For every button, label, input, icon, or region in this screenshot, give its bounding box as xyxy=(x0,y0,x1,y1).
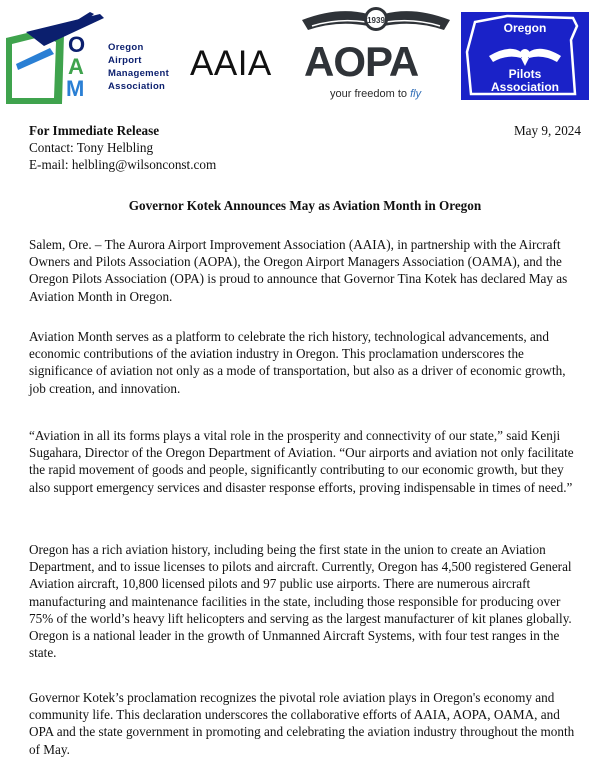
release-date: May 9, 2024 xyxy=(513,123,581,138)
paragraph-purpose: Aviation Month serves as a platform to celebrate the rich history, technological advancements, and economic contributions of the aviation industry in Oregon. This proclamation underscores the significance of aviation not only as a mode of transportation, but also as a driver of economic growth, job creation, and innovation. xyxy=(29,329,566,396)
release-header xyxy=(29,122,581,174)
opa-line: Association xyxy=(490,80,559,94)
oama-line: Oregon xyxy=(108,42,144,53)
body-paragraph xyxy=(29,328,581,397)
aopa-tagline-text: your freedom to xyxy=(330,88,411,100)
email-line: E-mail: helbling@wilsonconst.com xyxy=(29,157,217,173)
body-paragraph xyxy=(29,689,581,758)
aopa-wordmark: AOPA xyxy=(304,38,419,85)
contact-line: Contact: Tony Helbling xyxy=(29,140,154,156)
release-label: For Immediate Release xyxy=(29,123,160,138)
oama-wordmark xyxy=(108,41,169,93)
aaia-wordmark: AAIA xyxy=(190,44,272,83)
oama-line: Airport xyxy=(108,55,142,66)
paragraph-closing: Governor Kotek’s proclamation recognizes the pivotal role aviation plays in Oregon's economy and community life. This declaration underscores the collaborative efforts of AAIA, AOPA, OAMA, and OPA and the state government in promoting and celebrating the aviation industry throughout the month of May. xyxy=(29,690,575,757)
opa-line: Pilots xyxy=(508,67,542,81)
paragraph-history: Oregon has a rich aviation history, including being the first state in the union to create an Aviation Department, and to issue licenses to pilots and aircraft. Currently, Oregon has 4,500 registered General Aviation aircraft, 10,800 licensed pilots and 97 public use airports. There are numerous aircraft manufacturing and maintenance facilities in the state, including those responsible for producing over 75% of the world’s heavy lift helicopters and serving as the largest manufacturer of kit planes globally. Oregon is a national leader in the growth of Unmanned Aircraft Systems, with four test ranges in the state. xyxy=(29,542,572,661)
opa-logo xyxy=(461,12,589,100)
body-paragraph xyxy=(29,541,581,661)
svg-text:M: M xyxy=(66,76,85,101)
body-paragraph xyxy=(29,236,581,305)
body-paragraph xyxy=(29,427,581,496)
aopa-badge-year: 1939 xyxy=(367,16,385,25)
press-release-title: Governor Kotek Announces May as Aviation Month in Oregon xyxy=(128,198,482,213)
oama-emblem xyxy=(4,8,108,108)
aaia-logo xyxy=(190,42,286,86)
oama-logo xyxy=(4,8,182,108)
opa-wordmark xyxy=(461,68,589,94)
aopa-logo xyxy=(298,4,454,108)
paragraph-intro: Salem, Ore. – The Aurora Airport Improvement Association (AAIA), in partnership with the Aircraft Owners and Pilots Association (AOPA), the Oregon Airport Managers Association (OAMA), and the Oregon Pilots Association (OPA) is proud to announce that Governor Tina Kotek has declared May as Aviation Month in Oregon. xyxy=(29,237,568,304)
logo-banner xyxy=(0,0,602,110)
oama-line: Management xyxy=(108,68,170,79)
aopa-tagline-accent: fly xyxy=(410,88,422,100)
svg-text:A: A xyxy=(68,54,84,79)
aopa-tagline xyxy=(330,88,421,100)
paragraph-quote: “Aviation in all its forms plays a vital role in the prosperity and connectivity of our state,” said Kenji Sugahara, Director of the Oregon Department of Aviation. “Our airports and aviation not only facilitate the rapid movement of goods and people, significantly contributing to our economic growth, but they also support emergency services and disaster response efforts, proving indispensable in times of need.” xyxy=(29,428,574,495)
opa-line: Oregon xyxy=(503,21,547,35)
oama-line: Association xyxy=(108,81,166,92)
svg-text:O: O xyxy=(68,32,86,57)
